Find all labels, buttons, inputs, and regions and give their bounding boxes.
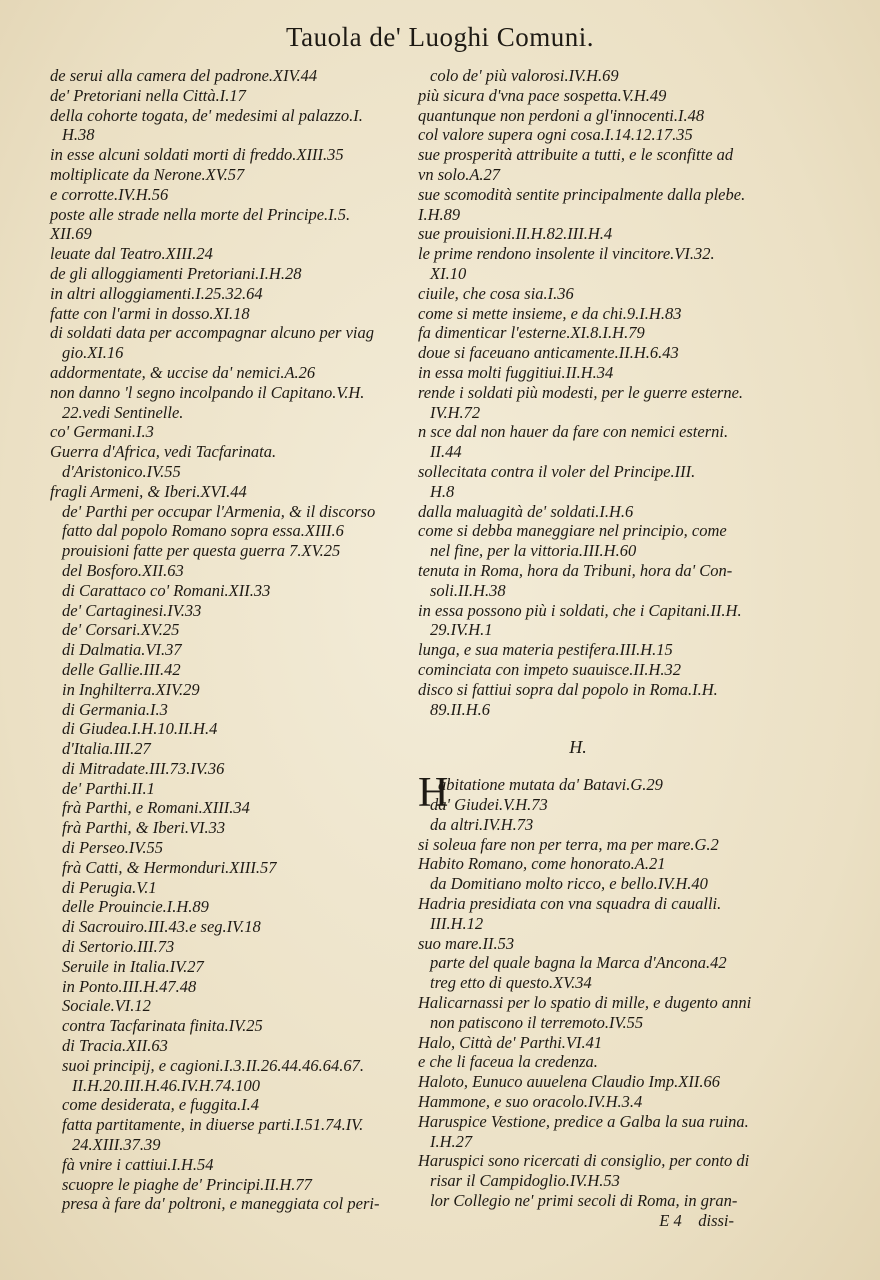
index-entry-line: in essa possono più i soldati, che i Capitani.II.H. <box>418 600 742 620</box>
index-entry-line: Seruile in Italia.IV.27 <box>62 956 204 976</box>
index-entry-line: Sociale.VI.12 <box>62 996 151 1016</box>
index-entry-line: sue prouisioni.II.H.82.III.H.4 <box>418 224 613 244</box>
dropcap-letter: H <box>418 770 449 817</box>
index-entry-line: Hammone, e suo oracolo.IV.H.3.4 <box>418 1092 643 1112</box>
index-entry-line: frà Catti, & Hermonduri.XIII.57 <box>62 857 277 877</box>
index-entry-line: H.38 <box>62 125 95 145</box>
index-entry-line: di Perseo.IV.55 <box>62 838 163 858</box>
index-entry-line: come desiderata, e fuggita.I.4 <box>62 1095 260 1115</box>
index-entry-line: più sicura d'vna pace sospetta.V.H.49 <box>418 85 667 105</box>
index-entry-line: fatta partitamente, in diuerse parti.I.51.74.IV. <box>62 1115 364 1135</box>
index-entry-line: fatto dal popolo Romano sopra essa.XIII.6 <box>62 521 344 541</box>
index-entry-line: non patiscono il terremoto.IV.55 <box>430 1012 644 1032</box>
index-entry-line: col valore supera ogni cosa.I.14.12.17.35 <box>418 125 693 145</box>
index-entry-line: in Ponto.III.H.47.48 <box>62 976 197 996</box>
index-entry-line: cominciata con impeto suauisce.II.H.32 <box>418 659 682 679</box>
index-entry-line: sue scomodità sentite principalmente dalla plebe. <box>418 184 746 204</box>
index-entry-line: fragli Armeni, & Iberi.XVI.44 <box>50 481 247 501</box>
index-entry-line: Haruspice Vestione, predice a Galba la sua ruina. <box>418 1111 749 1131</box>
index-entry-line: e corrotte.IV.H.56 <box>50 184 169 204</box>
index-entry-line: fa dimenticar l'esterne.XI.8.I.H.79 <box>418 323 645 343</box>
index-entry-line: moltiplicate da Nerone.XV.57 <box>50 164 245 184</box>
index-entry-line: Halo, Città de' Parthi.VI.41 <box>418 1032 603 1052</box>
index-entry-line: 22.vedi Sentinelle. <box>62 402 184 422</box>
index-entry-line: gio.XI.16 <box>62 343 124 363</box>
index-entry-line: rende i soldati più modesti, per le guerre esterne. <box>418 382 744 402</box>
index-entry-line: come si mette insieme, e da chi.9.I.H.83 <box>418 303 682 323</box>
index-entry-line: de' Corsari.XV.25 <box>62 620 180 640</box>
index-entry-line: delle Gallie.III.42 <box>62 659 181 679</box>
index-entry-line: de serui alla camera del padrone.XIV.44 <box>50 66 318 85</box>
index-entry-line: nel fine, per la vittoria.III.H.60 <box>430 541 637 561</box>
index-entry-line: Guerra d'Africa, vedi Tacfarinata. <box>50 442 277 462</box>
index-entry-line: Habito Romano, come honorato.A.21 <box>418 854 666 874</box>
index-entry-line: sollecitata contra il voler del Principe.III. <box>418 461 696 481</box>
index-entry-line: di Mitradate.III.73.IV.36 <box>62 758 225 778</box>
index-entry-line: contra Tacfarinata finita.IV.25 <box>62 1016 263 1036</box>
index-entry-line: da Domitiano molto ricco, e bello.IV.H.40 <box>430 874 708 894</box>
index-entry-line: IV.H.72 <box>430 402 481 422</box>
index-entry-line: XI.10 <box>430 263 467 283</box>
index-entry-line: di Carattaco co' Romani.XII.33 <box>62 580 271 600</box>
index-entry-line: lor Collegio ne' primi secoli di Roma, in gran- <box>430 1191 738 1211</box>
catchword: dissi- <box>698 1210 734 1230</box>
index-entry-line: de gli alloggiamenti Pretoriani.I.H.28 <box>50 263 302 283</box>
index-entry-line: da' Giudei.V.H.73 <box>430 795 548 815</box>
index-entry-line: Hadria presidiata con vna squadra di caualli. <box>418 894 722 914</box>
index-entry-line: ciuile, che cosa sia.I.36 <box>418 283 574 303</box>
index-entry-line: II.44 <box>430 442 462 462</box>
index-entry-line: frà Parthi, e Romani.XIII.34 <box>62 798 250 818</box>
index-entry-line: co' Germani.I.3 <box>50 422 154 442</box>
index-entry-line: de' Pretoriani nella Città.I.17 <box>50 85 246 105</box>
index-entry-line: fà vnire i cattiui.I.H.54 <box>62 1154 214 1174</box>
index-entry-line: le prime rendono insolente il vincitore.VI.32. <box>418 244 715 264</box>
index-entry-line: leuate dal Teatro.XIII.24 <box>50 244 213 264</box>
index-entry-line: di soldati data per accompagnar alcuno per viag <box>50 323 375 343</box>
index-entry-line: sue prosperità attribuite a tutti, e le sconfitte ad <box>418 145 734 165</box>
index-entry-line: di Giudea.I.H.10.II.H.4 <box>62 719 218 739</box>
index-entry-line: e che li faceua la credenza. <box>418 1052 598 1072</box>
index-entry-line: delle Prouincie.I.H.89 <box>62 897 209 917</box>
index-entry-line: in essa molti fuggitiui.II.H.34 <box>418 362 614 382</box>
index-entry-line: III.H.12 <box>430 913 484 933</box>
index-entry-line: di Dalmatia.VI.37 <box>62 640 182 660</box>
index-entry-line: H.8 <box>430 481 455 501</box>
index-entry-line: n sce dal non hauer da fare con nemici esterni. <box>418 422 729 442</box>
index-entry-line: XII.69 <box>50 224 92 244</box>
index-entry-line: di Perugia.V.1 <box>62 877 157 897</box>
signature-and-catchword <box>418 1211 778 1231</box>
right-column <box>418 66 778 1231</box>
dropcap-entry-text: abitatione mutata da' Batavi.G.29 <box>438 775 663 795</box>
index-entry-line: addormentate, & uccise da' nemici.A.26 <box>50 362 316 382</box>
index-entry-line: suoi principij, e cagioni.I.3.II.26.44.46.64.67. <box>62 1055 365 1075</box>
index-entry-line: disco si fattiui sopra dal popolo in Roma.I.H. <box>418 679 718 699</box>
index-entry-line: de' Parthi per occupar l'Armenia, & il discorso <box>62 501 376 521</box>
index-entry-line: si soleua fare non per terra, ma per mare.G.2 <box>418 834 719 854</box>
index-entry-line: I.H.27 <box>430 1131 473 1151</box>
index-entry-line: del Bosforo.XII.63 <box>62 560 184 580</box>
index-entry-line: d'Italia.III.27 <box>62 739 151 759</box>
index-entry-line: scuopre le piaghe de' Principi.II.H.77 <box>62 1174 312 1194</box>
index-entry-line: prouisioni fatte per questa guerra 7.XV.25 <box>62 541 341 561</box>
index-entry-line: parte del quale bagna la Marca d'Ancona.42 <box>430 953 727 973</box>
page-title: Tauola de' Luoghi Comuni. <box>286 22 594 52</box>
index-entry-line: dalla maluagità de' soldati.I.H.6 <box>418 501 634 521</box>
index-entry-line: 29.IV.H.1 <box>430 620 493 640</box>
index-entry-line: di Tracia.XII.63 <box>62 1036 168 1056</box>
index-entry-line: I.H.89 <box>418 204 461 224</box>
index-entry-line: di Sertorio.III.73 <box>62 937 175 957</box>
index-entry-line: come si debba maneggiare nel principio, come <box>418 521 727 541</box>
index-entry-line: Haloto, Eunuco auuelena Claudio Imp.XII.66 <box>418 1072 720 1092</box>
index-entry-line: 24.XIII.37.39 <box>72 1135 161 1155</box>
index-entry-line: poste alle strade nella morte del Principe.I.5. <box>50 204 351 224</box>
section-letter: H. <box>569 737 587 758</box>
index-entry-line: doue si faceuano anticamente.II.H.6.43 <box>418 343 679 363</box>
index-entry-line: in esse alcuni soldati morti di freddo.XIII.35 <box>50 145 344 165</box>
index-entry-line: non danno 'l segno incolpando il Capitano.V.H. <box>50 382 365 402</box>
index-entry-line: di Sacrouiro.III.43.e seg.IV.18 <box>62 917 261 937</box>
index-entry-line: da altri.IV.H.73 <box>430 814 534 834</box>
index-entry-line: in Inghilterra.XIV.29 <box>62 679 200 699</box>
index-entry-line: risar il Campidoglio.IV.H.53 <box>430 1171 620 1191</box>
index-entry-line: presa à fare da' poltroni, e maneggiata col peri- <box>62 1194 380 1214</box>
index-entry-line: suo mare.II.53 <box>418 933 515 953</box>
index-entry-line: II.H.20.III.H.46.IV.H.74.100 <box>72 1075 261 1095</box>
index-entry-line: de' Cartaginesi.IV.33 <box>62 600 202 620</box>
index-entry-line: d'Aristonico.IV.55 <box>62 461 181 481</box>
index-entry-line: fatte con l'armi in dosso.XI.18 <box>50 303 250 323</box>
index-entry-line: Halicarnassi per lo spatio di mille, e dugento anni <box>418 993 752 1013</box>
index-entry-line: lunga, e sua materia pestifera.III.H.15 <box>418 640 673 660</box>
index-entry-line: in altri alloggiamenti.I.25.32.64 <box>50 283 263 303</box>
index-entry-line: della cohorte togata, de' medesimi al palazzo.I. <box>50 105 363 125</box>
index-entry-line: de' Parthi.II.1 <box>62 778 155 798</box>
index-entry-line: quantunque non perdoni a gl'innocenti.I.48 <box>418 105 705 125</box>
index-entry-line: tenuta in Roma, hora da Tribuni, hora da' Con- <box>418 560 733 580</box>
index-entry-line: vn solo.A.27 <box>418 164 501 184</box>
index-entry-line: di Germania.I.3 <box>62 699 168 719</box>
index-entry-line: treg etto di questo.XV.34 <box>430 973 592 993</box>
index-entry-line: colo de' più valorosi.IV.H.69 <box>430 66 619 85</box>
index-entry-line: frà Parthi, & Iberi.VI.33 <box>62 818 226 838</box>
index-entry-line: 89.II.H.6 <box>430 699 491 719</box>
index-entry-line: Haruspici sono ricercati di consiglio, per conto di <box>418 1151 750 1171</box>
index-entry-line: soli.II.H.38 <box>430 580 506 600</box>
left-column <box>50 66 402 1214</box>
signature-mark: E 4 <box>659 1210 682 1230</box>
